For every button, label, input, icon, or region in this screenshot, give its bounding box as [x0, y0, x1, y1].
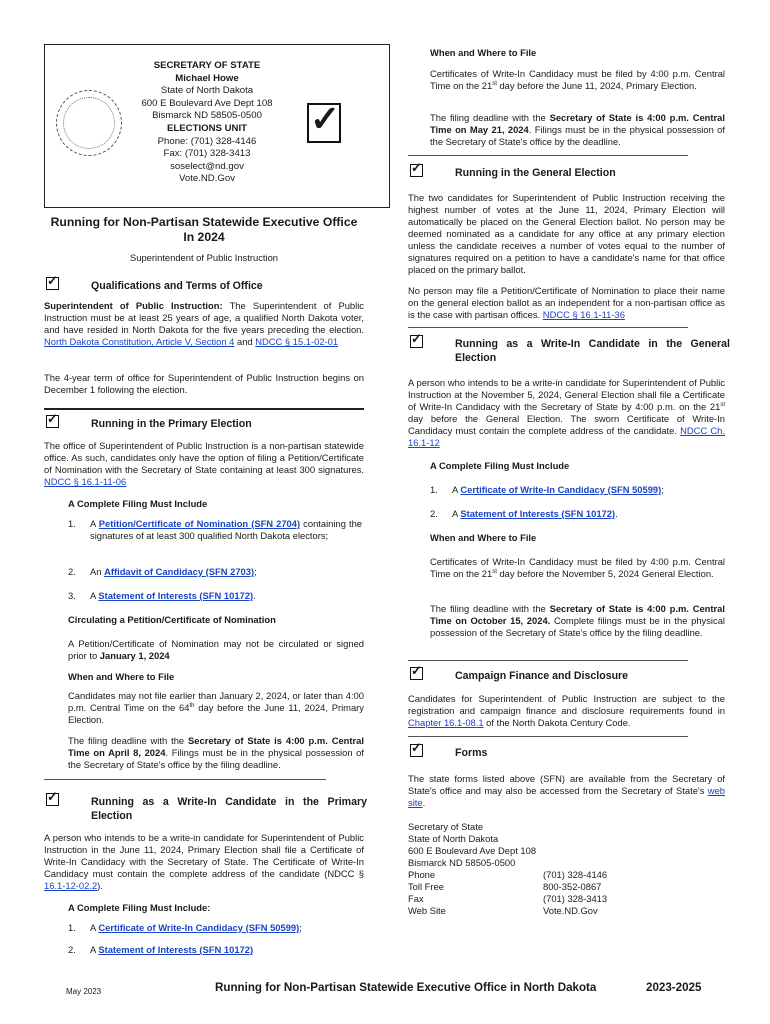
section-writein-primary — [46, 789, 367, 827]
circulating-text — [68, 638, 364, 662]
constitution-link[interactable]: North Dakota Constitution, Article V, Section 4 — [44, 336, 235, 347]
wi-body-a: A person who intends to be a write-in candidate for Superintendent of Public Instruction at the November 5, 2024, General Election shall file a Certificate of Write-In Candidacy with the Secretary of State by 4:00 p.m. on the 21 — [408, 377, 725, 412]
contact-line: State of North Dakota — [408, 833, 499, 844]
checkmark-box-icon: ✓ — [307, 103, 341, 143]
section-title: Campaign Finance and Disclosure — [455, 670, 629, 682]
checkmark-box-icon: ✓ — [47, 789, 58, 804]
deadline-c: Complete filings must be in the physical possession of the Secretary of State's office by the filing deadline. — [430, 615, 725, 638]
when-heading: When and Where to File — [68, 671, 175, 682]
title-line-1: Running for Non-Partisan Statewide Executive Office — [50, 215, 358, 229]
section-title: Running as a Write-In Candidate in the General Election — [455, 338, 730, 364]
deadline-date: Secretary of State is 4:00 p.m. Central Time on April 8, 2024 — [68, 735, 364, 758]
when-body-b: day before the June 11, 2024, Primary Election. — [68, 702, 364, 725]
section-title: Running in the General Election — [455, 167, 616, 179]
list-item — [68, 944, 364, 958]
item-number: 1. — [68, 518, 76, 529]
ndcc-link[interactable]: 16.1-12-02.2 — [44, 880, 98, 891]
deadline-a: The filing deadline with the — [430, 603, 550, 614]
item-rest: . — [253, 590, 256, 601]
when-body-a: Candidates may not file earlier than January 2, 2024, or later than 4:00 p.m. Central Time on the 64 — [68, 690, 364, 713]
forms-body: The state forms listed above (SFN) are available from the Secretary of State's office and may also be accessed from the Secretary of State's — [408, 773, 725, 796]
page-title — [44, 215, 364, 244]
item-number: 1. — [430, 484, 438, 495]
footer-years: 2023-2025 — [646, 981, 702, 994]
qual-lead: Superintendent of Public Instruction: — [44, 300, 223, 311]
statement-link[interactable]: Statement of Interests (SFN 10172) — [98, 944, 254, 955]
contact-line: Bismarck ND 58505-0500 — [408, 857, 516, 868]
primary-text — [44, 440, 364, 488]
website-link[interactable]: web site — [408, 785, 725, 808]
circ-date: January 1, 2024 — [99, 650, 170, 661]
checkmark-box-icon: ✓ — [411, 160, 422, 175]
ndcc-link[interactable]: NDCC Ch. 16.1-12 — [408, 425, 726, 448]
general-body2: No person may file a Petition/Certificate of Nomination to place their name on the general election ballot as an independent for a non-partisan office as is the case with partisan offices. — [408, 285, 725, 320]
contact-label: Toll Free — [408, 881, 444, 892]
item-text — [90, 922, 362, 934]
item-prefix: A — [90, 590, 99, 601]
item-text — [90, 566, 362, 578]
item-prefix: A — [452, 484, 461, 495]
contact-row-fax — [408, 893, 708, 905]
writein-cert-link[interactable]: Certificate of Write-In Candidacy (SFN 50599) — [460, 484, 662, 495]
cf-end: of the North Dakota Century Code. — [483, 717, 631, 728]
when-heading: When and Where to File — [430, 47, 537, 58]
list-item — [68, 566, 364, 580]
when-body-a: Certificates of Write-In Candidacy must be filed by 4:00 p.m. Central Time on the 21 — [430, 556, 725, 579]
qualifications-text — [44, 300, 364, 348]
campaign-finance-text — [408, 693, 725, 729]
deadline-c: . Filings must be in the physical possession of the Secretary of State's office by the deadline. — [430, 124, 725, 147]
ndcc-link[interactable]: NDCC § 16.1-11-36 — [542, 309, 625, 320]
contact-label: Web Site — [408, 905, 446, 916]
term-text: The 4-year term of office for Superintendent of Public Instruction begins on December 1 following the election. — [44, 372, 364, 395]
list-item — [68, 518, 364, 558]
general-text: The two candidates for Superintendent of Public Instruction receiving the highest number of votes at the June 11, 2024, Primary Election will automatically be placed on the General Election ballot. No person may be deemed nominated as a candidate for any office at any primary election unless the candidate receives a number of votes equal to the number of signatures required on a petition to have a candidate's name for that office placed on the primary ballot. — [408, 192, 725, 275]
cf-body: Candidates for Superintendent of Public Instruction are subject to the registration and campaign finance and disclosure requirements found in — [408, 693, 725, 716]
forms-end: . — [422, 797, 426, 808]
when-body-a: Certificates of Write-In Candidacy must be filed by 4:00 p.m. Central Time on the 21 — [430, 68, 725, 91]
statement-link[interactable]: Statement of Interests (SFN 10172) — [98, 590, 254, 601]
writein-general-text — [408, 377, 725, 449]
writein-cert-link[interactable]: Certificate of Write-In Candidacy (SFN 50599) — [98, 922, 300, 933]
email: soselect@nd.gov — [170, 160, 244, 172]
seal-inner-ring — [63, 97, 115, 149]
section-title: Running in the Primary Election — [91, 418, 252, 430]
when-heading: When and Where to File — [430, 532, 537, 543]
item-prefix: An — [90, 566, 105, 577]
item-prefix: A — [90, 518, 99, 529]
wi-body-b: day before the General Election. The sworn Certificate of Write-In Candidacy must contain the complete address of the candidate. — [408, 413, 725, 436]
contact-value: (701) 328-3413 — [543, 893, 608, 904]
list-item — [68, 590, 364, 604]
item-text — [90, 944, 362, 956]
item-text — [90, 590, 362, 602]
page-subtitle: Superintendent of Public Instruction — [129, 252, 278, 263]
secretary-name: Michael Howe — [175, 72, 239, 84]
divider — [44, 408, 364, 410]
state-name: State of North Dakota — [160, 85, 254, 97]
when-text — [68, 690, 364, 726]
contact-value: (701) 328-4146 — [543, 869, 608, 880]
footer-title: Running for Non-Partisan Statewide Executive Office in North Dakota — [215, 981, 597, 994]
deadline-date: Secretary of State is 4:00 p.m. Central Time on May 21, 2024 — [430, 112, 725, 135]
contact-line: 600 E Boulevard Ave Dept 108 — [408, 845, 537, 856]
contact-line: Secretary of State — [408, 821, 484, 832]
contact-value: Vote.ND.Gov — [543, 905, 598, 916]
wi-body: A person who intends to be a write-in candidate for Superintendent of Public Instruction in the June 11, 2024, Primary Election shall file a Certificate of Write-In Candidacy with the Secretary of State. The Certificate of Write-In Candidacy must contain the complete address of the candidate (NDCC § — [44, 832, 364, 879]
item-text — [452, 484, 724, 496]
unit-name: ELECTIONS UNIT — [167, 122, 247, 134]
contact-row-phone — [408, 869, 708, 881]
item-prefix: A — [90, 922, 99, 933]
deadline-text — [430, 603, 725, 639]
general-text-2 — [408, 285, 725, 321]
contact-label: Phone — [408, 869, 436, 880]
when-body-b: day before the November 5, 2024 General Election. — [496, 568, 714, 579]
deadline-date: Secretary of State is 4:00 p.m. Central Time on October 15, 2024. — [430, 603, 725, 626]
when-text — [430, 556, 725, 580]
checkmark-box-icon: ✓ — [47, 273, 58, 288]
deadline-text — [430, 112, 725, 148]
city: Bismarck ND 58505-0500 — [152, 110, 262, 122]
item-rest: ; — [299, 922, 302, 933]
deadline-a: The filing deadline with the — [430, 112, 550, 123]
header-address — [122, 60, 292, 186]
checkmark-box-icon: ✓ — [411, 740, 422, 755]
list-item — [68, 922, 364, 936]
circulating-heading: Circulating a Petition/Certificate of Nomination — [68, 614, 276, 625]
item-prefix: A — [90, 944, 99, 955]
item-number: 3. — [68, 590, 76, 601]
affidavit-link[interactable]: Affidavit of Candidacy (SFN 2703) — [104, 566, 255, 577]
wi-end: ). — [97, 880, 103, 891]
ordinal-suffix: st — [492, 568, 497, 575]
ndcc-link[interactable]: NDCC § 16.1-11-06 — [44, 476, 127, 487]
petition-link[interactable]: Petition/Certificate of Nomination (SFN 2704) — [98, 518, 301, 529]
chapter-link[interactable]: Chapter 16.1-08.1 — [408, 717, 484, 728]
contact-row-web — [408, 905, 708, 917]
deadline-text — [68, 735, 364, 771]
item-prefix: A — [452, 508, 461, 519]
checkmark-box-icon: ✓ — [47, 411, 58, 426]
item-number: 2. — [430, 508, 438, 519]
divider — [44, 779, 326, 780]
primary-body: The office of Superintendent of Public Instruction is a non-partisan statewide office. As such, candidates only have the option of filing a Petition/Certificate of Nomination with the Secretary of State containing at least 300 signatures. — [44, 440, 364, 475]
filing-heading: A Complete Filing Must Include — [430, 460, 570, 471]
when-text — [430, 68, 725, 92]
item-text — [452, 508, 724, 520]
street: 600 E Boulevard Ave Dept 108 — [141, 97, 273, 109]
divider — [408, 327, 688, 328]
office-name: SECRETARY OF STATE — [153, 60, 261, 71]
contact-value: 800-352-0867 — [543, 881, 602, 892]
divider — [408, 660, 688, 661]
qual-body: The Superintendent of Public Instruction must be at least 25 years of age, a qualified North Dakota voter, and have resided in North Dakota for the five years preceding the election. — [44, 300, 364, 335]
contact-row-tollfree — [408, 881, 708, 893]
ordinal-suffix: st — [720, 401, 725, 408]
item-rest: . — [615, 508, 618, 519]
forms-text — [408, 773, 725, 809]
phone: Phone: (701) 328-4146 — [157, 135, 257, 147]
ordinal-suffix: st — [492, 80, 497, 87]
checkmark-box-icon: ✓ — [411, 663, 422, 678]
when-body-b: day before the June 11, 2024, Primary Election. — [496, 80, 697, 91]
deadline-c: . Filings must be in the physical possession of the Secretary of State's office by the filing deadline. — [68, 747, 365, 770]
item-text — [90, 518, 362, 542]
section-title: Forms — [455, 747, 488, 759]
footer-date: May 2023 — [66, 987, 102, 996]
list-item — [430, 484, 726, 498]
ndcc-link[interactable]: NDCC § 15.1-02-01 — [255, 336, 339, 347]
divider — [408, 736, 688, 737]
section-writein-general — [410, 331, 730, 369]
filing-heading: A Complete Filing Must Include: — [68, 902, 211, 913]
fax: Fax: (701) 328-3413 — [163, 148, 251, 160]
section-title: Running as a Write-In Candidate in the Primary Election — [91, 796, 367, 822]
qual-and: and — [234, 336, 256, 347]
item-number: 2. — [68, 566, 76, 577]
item-rest: ; — [254, 566, 257, 577]
writein-text — [44, 832, 364, 892]
item-number: 2. — [68, 944, 76, 955]
checkmark-box-icon: ✓ — [411, 331, 422, 346]
divider — [408, 155, 688, 156]
web: Vote.ND.Gov — [179, 173, 235, 185]
list-item — [430, 508, 726, 522]
ordinal-suffix: th — [189, 702, 195, 709]
deadline-a: The filing deadline with the — [68, 735, 189, 746]
item-rest: containing the signatures of at least 300 qualified North Dakota electors; — [90, 518, 362, 541]
filing-heading: A Complete Filing Must Include — [68, 498, 208, 509]
statement-link[interactable]: Statement of Interests (SFN 10172) — [460, 508, 616, 519]
item-number: 1. — [68, 922, 76, 933]
contact-label: Fax — [408, 893, 424, 904]
section-title: Qualifications and Terms of Office — [91, 280, 263, 292]
circ-body: A Petition/Certificate of Nomination may not be circulated or signed prior to — [68, 638, 364, 661]
item-rest: ; — [661, 484, 664, 495]
contact-block — [408, 821, 708, 917]
title-line-2: In 2024 — [183, 229, 225, 244]
